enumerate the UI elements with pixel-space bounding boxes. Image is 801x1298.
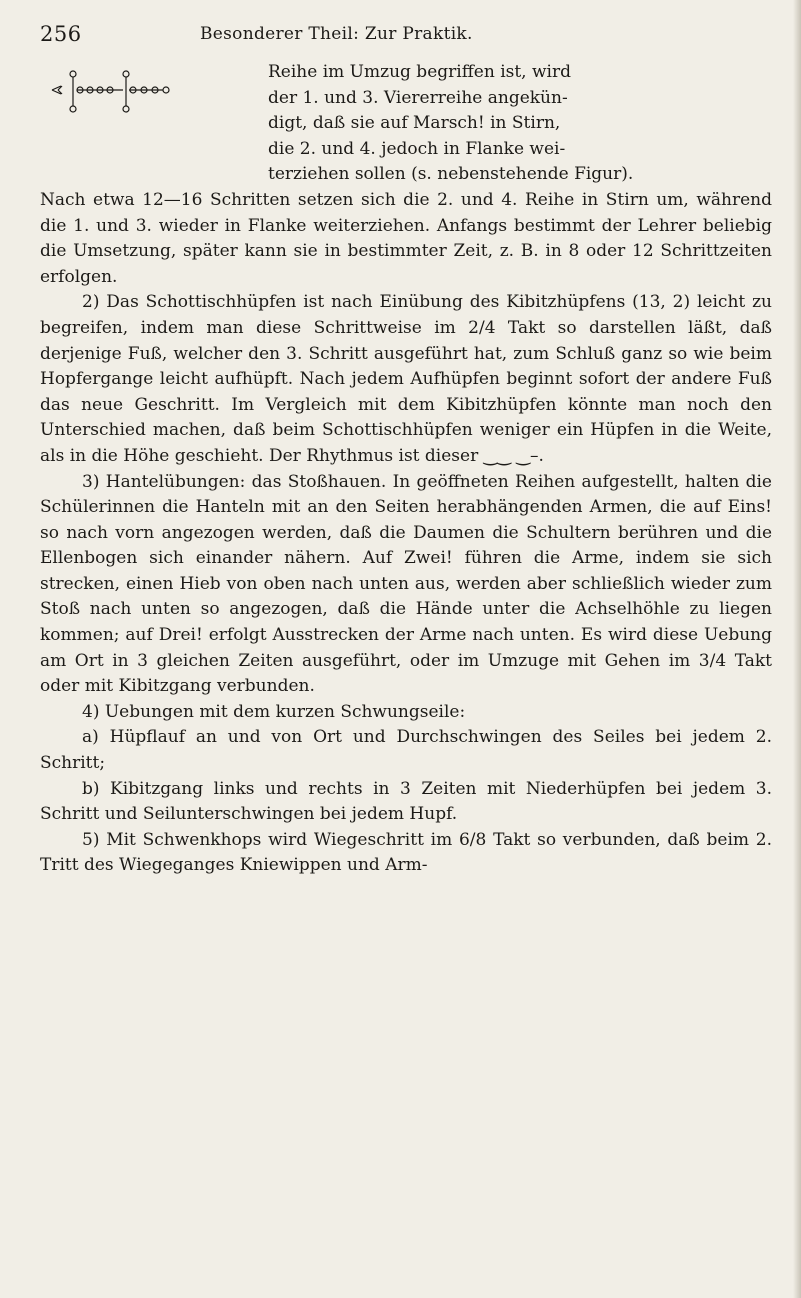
paragraph-4: 4) Uebungen mit dem kurzen Schwungseile: [82, 701, 466, 722]
paragraph-5: 5) Mit Schwenkhops wird Wiegeschritt im 6/8 Takt so verbunden, daß beim 2. Tritt des Wiegeganges Kniewippen und Arm- [40, 829, 772, 876]
intro-line-1: Reihe im Umzug begriffen ist, wird [268, 62, 571, 82]
document-body [40, 60, 772, 879]
paragraph-2: 2) Das Schottischhüpfen ist nach Einübung des Kibitzhüpfens (13, 2) leicht zu begreifen, indem man diese Schrittweise im 2/4 Takt so darstellen läßt, daß derjenige Fuß, welcher den 3. Schritt ausgeführt hat, zum Schluß ganz so wie beim Hopfergange leicht aufhüpft. Nach jedem Aufhüpfen beginnt sofort der andere Fuß das neue Geschritt. Im Vergleich mit dem Kibitzhüpfen könnte man noch den Unterschied machen, daß beim Schottischhüpfen weniger ein Hüpfen in die Weite, als in die Höhe geschieht. Der Rhythmus ist dieser ‿‿ ‿–. [40, 292, 772, 466]
paragraph-3: 3) Hantelübungen: das Stoßhauen. In geöffneten Reihen aufgestellt, halten die Schülerinnen die Hanteln mit an den Seiten herabhängenden Armen, die auf Eins! so nach vorn angezogen werden, daß die Daumen die Schultern berühren und die Ellenbogen sich einander nähern. Auf Zwei! führen die Arme, indem sie sich strecken, einen Hieb von oben nach unten aus, werden aber schließlich wieder zum Stoß nach unten so angezogen, daß die Hände unter die Achselhöhle zu liegen kommen; auf Drei! erfolgt Ausstrecken der Arme nach unten. Es wird diese Uebung am Ort in 3 gleichen Zeiten ausgeführt, oder im Umzuge mit Gehen im 3/4 Takt oder mit Kibitzgang verbunden. [40, 471, 772, 697]
running-head: Besonderer Theil: Zur Praktik. [200, 24, 473, 44]
paragraph-4b: b) Kibitzgang links und rechts in 3 Zeiten mit Niederhüpfen bei jedem 3. Schritt und Seilunterschwingen bei jedem Hupf. [40, 778, 772, 825]
intro-line-2: der 1. und 3. Viererreihe angekün- [268, 87, 568, 108]
paragraph-4a: a) Hüpflauf an und von Ort und Durchschwingen des Seiles bei jedem 2. Schritt; [40, 727, 772, 774]
page-number: 256 [40, 22, 82, 46]
page-header [40, 22, 770, 46]
paragraph-1: Nach etwa 12—16 Schritten setzen sich die 2. und 4. Reihe in Stirn um, während die 1. und 3. wieder in Flanke weiterziehen. Anfangs bestimmt der Lehrer beliebig die Umsetzung, später kann sie in bestimmter Zeit, z. B. in 8 oder 12 Schrittzeiten erfolgen. [40, 189, 772, 287]
intro-line-5: terziehen sollen (s. nebenstehende Figur). [268, 164, 634, 185]
page-edge-shadow [793, 0, 801, 1298]
intro-line-3: digt, daß sie auf Marsch! in Stirn, [268, 113, 561, 134]
intro-line-4: die 2. und 4. jedoch in Flanke wei- [268, 138, 566, 159]
